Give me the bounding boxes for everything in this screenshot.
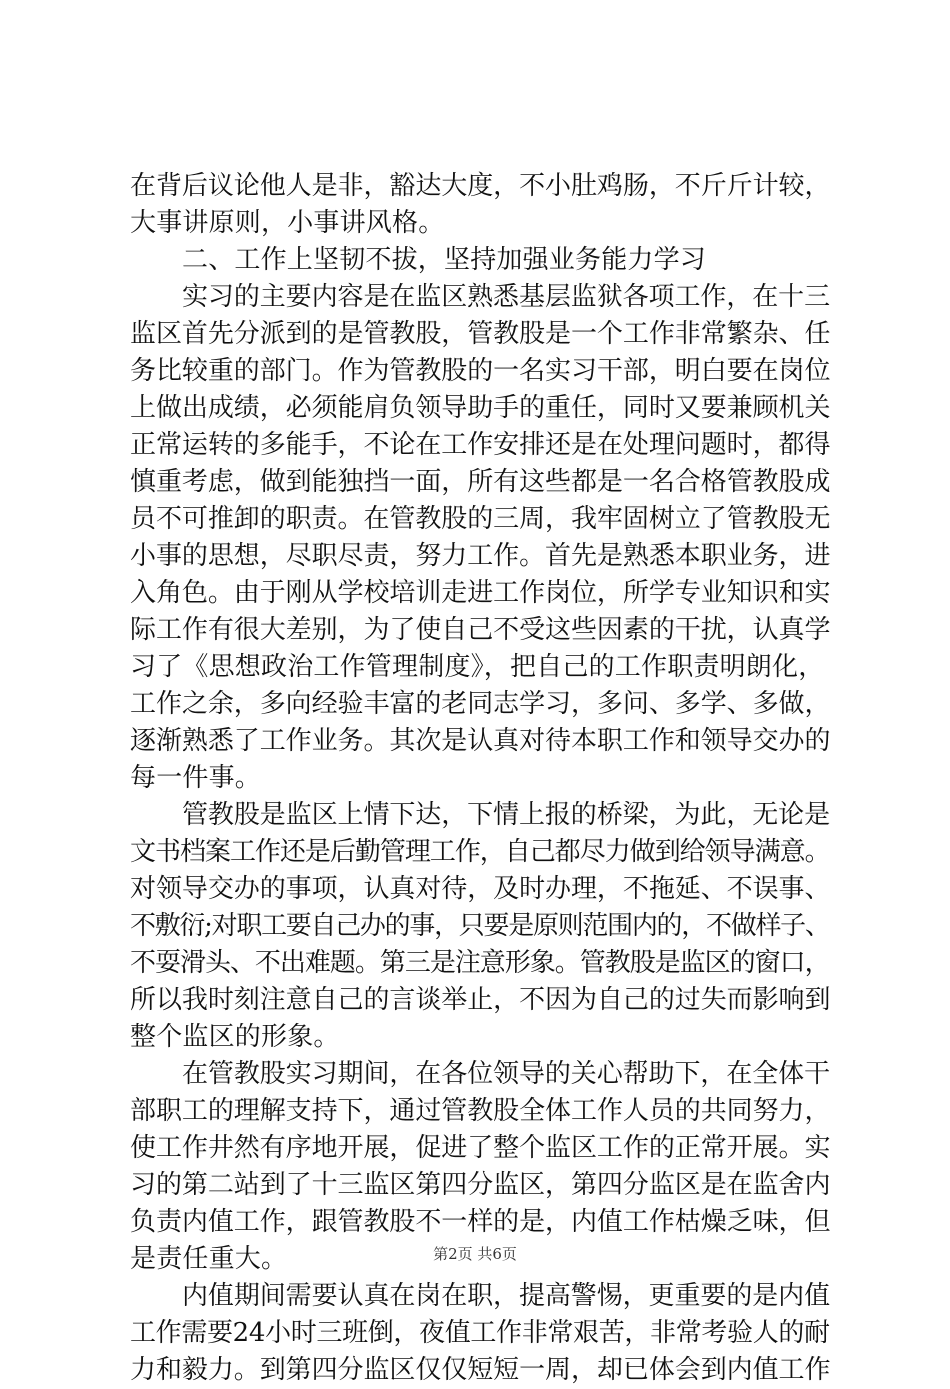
text-line: 大事讲原则，小事讲风格。 bbox=[130, 208, 445, 238]
text-line: 习的第二站到了十三监区第四分监区，第四分监区是在监舍内 bbox=[130, 1170, 831, 1200]
page-footer: 第2页 共6页 bbox=[433, 1245, 517, 1263]
text-line: 习了《思想政治工作管理制度》，把自己的工作职责明朗化， bbox=[130, 652, 825, 682]
text-line: 对领导交办的事项，认真对待，及时办理，不拖延、不误事、 bbox=[130, 874, 831, 904]
text-line: 逐渐熟悉了工作业务。其次是认真对待本职工作和领导交办的 bbox=[130, 726, 831, 756]
text-line: 整个监区的形象。 bbox=[130, 1022, 340, 1052]
text-line: 文书档案工作还是后勤管理工作，自己都尽力做到给领导满意。 bbox=[130, 837, 830, 867]
text-line: 是责任重大。 bbox=[130, 1244, 288, 1274]
text-line: 慎重考虑，做到能独挡一面，所有这些都是一名合格管教股成 bbox=[130, 467, 831, 497]
document-body bbox=[130, 168, 830, 1389]
text-line: 力和毅力。到第四分监区仅仅短短一周，却已体会到内值工作 bbox=[130, 1355, 831, 1385]
text-line: 工作需要24小时三班倒，夜值工作非常艰苦，非常考验人的耐 bbox=[130, 1318, 830, 1348]
text-line: 负责内值工作，跟管教股不一样的是，内值工作枯燥乏味，但 bbox=[130, 1207, 831, 1237]
text-line: 工作之余，多向经验丰富的老同志学习，多问、多学、多做， bbox=[130, 689, 831, 719]
text-line: 二、工作上坚韧不拔，坚持加强业务能力学习 bbox=[182, 245, 707, 275]
text-line: 际工作有很大差别，为了使自己不受这些因素的干扰，认真学 bbox=[130, 615, 831, 645]
text-line: 每一件事。 bbox=[130, 763, 262, 793]
text-line: 内值期间需要认真在岗在职，提高警惕，更重要的是内值 bbox=[182, 1281, 831, 1311]
text-line: 在管教股实习期间，在各位领导的关心帮助下，在全体干 bbox=[182, 1059, 831, 1089]
text-line: 正常运转的多能手，不论在工作安排还是在处理问题时，都得 bbox=[130, 430, 831, 460]
text-line: 在背后议论他人是非，豁达大度，不小肚鸡肠，不斤斤计较， bbox=[130, 171, 831, 201]
text-line: 小事的思想，尽职尽责，努力工作。首先是熟悉本职业务，进 bbox=[130, 541, 831, 571]
text-line: 员不可推卸的职责。在管教股的三周，我牢固树立了管教股无 bbox=[130, 504, 831, 534]
text-line: 不敷衍;对职工要自己办的事，只要是原则范围内的，不做样子、 bbox=[130, 911, 830, 941]
text-line: 入角色。由于刚从学校培训走进工作岗位，所学专业知识和实 bbox=[130, 578, 831, 608]
text-line: 部职工的理解支持下，通过管教股全体工作人员的共同努力， bbox=[130, 1096, 831, 1126]
text-line: 使工作井然有序地开展，促进了整个监区工作的正常开展。实 bbox=[130, 1133, 831, 1163]
text-line: 监区首先分派到的是管教股，管教股是一个工作非常繁杂、任 bbox=[130, 319, 831, 349]
text-line: 务比较重的部门。作为管教股的一名实习干部，明白要在岗位 bbox=[130, 356, 831, 386]
text-line: 实习的主要内容是在监区熟悉基层监狱各项工作，在十三 bbox=[182, 282, 831, 312]
text-line: 不耍滑头、不出难题。第三是注意形象。管教股是监区的窗口， bbox=[130, 948, 830, 978]
text-line: 所以我时刻注意自己的言谈举止，不因为自己的过失而影响到 bbox=[130, 985, 831, 1015]
text-line: 管教股是监区上情下达，下情上报的桥梁，为此，无论是 bbox=[182, 800, 831, 830]
text-line: 上做出成绩，必须能肩负领导助手的重任，同时又要兼顾机关 bbox=[130, 393, 831, 423]
